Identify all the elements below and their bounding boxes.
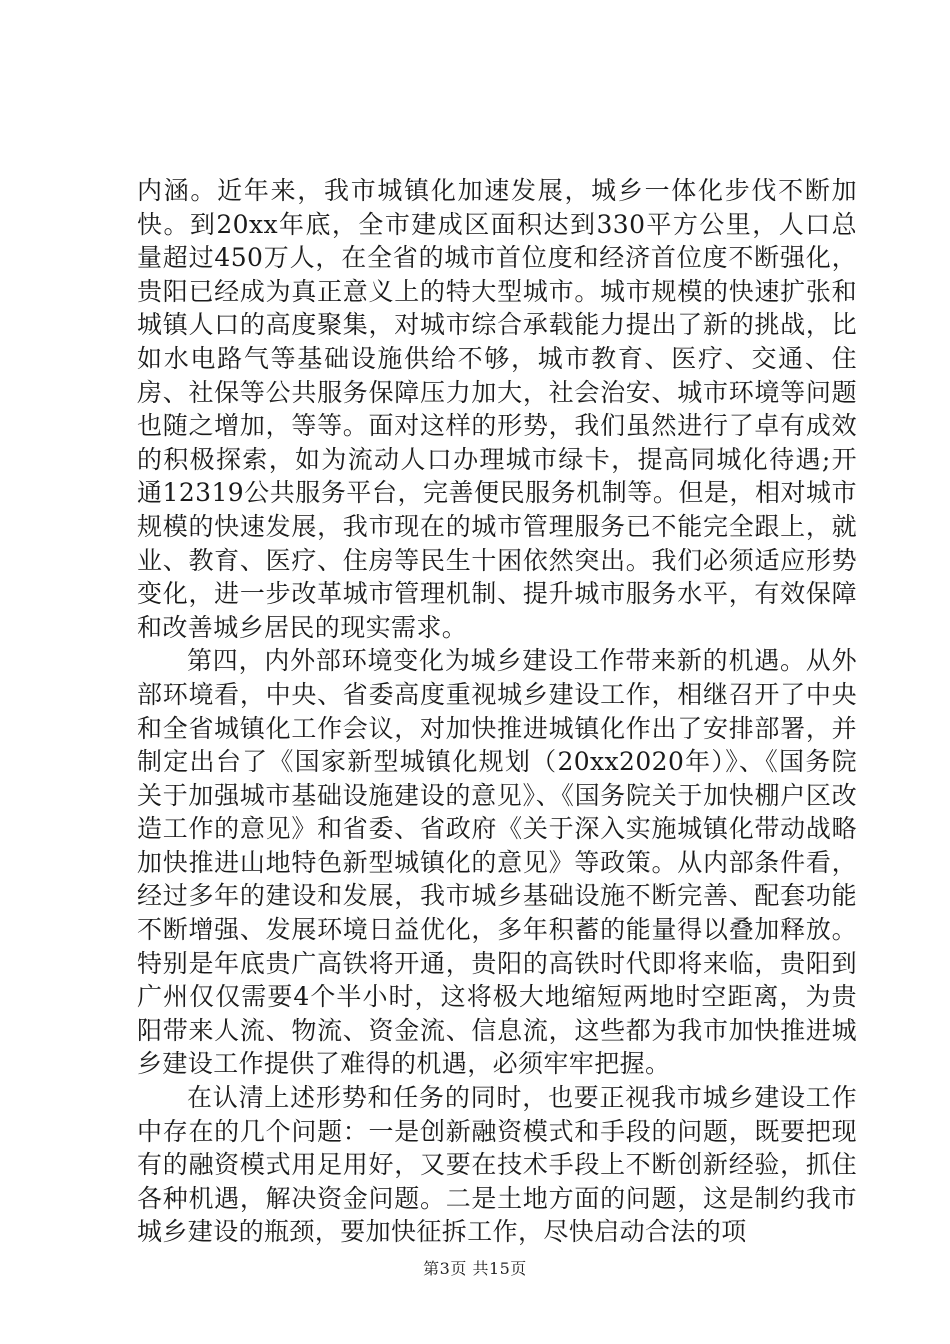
body-text xyxy=(137,174,857,1249)
paragraph-3: 在认清上述形势和任务的同时，也要正视我市城乡建设工作中存在的几个问题：一是创新融资模式和手段的问题，既要把现有的融资模式用足用好，又要在技术手段上不断创新经验，抓住各种机遇，解决资金问题。二是土地方面的问题，这是制约我市城乡建设的瓶颈，要加快征拆工作，尽快启动合法的项 xyxy=(137,1083,857,1247)
page-footer: 第3页 共15页 xyxy=(423,1259,527,1278)
paragraph-1: 内涵。近年来，我市城镇化加速发展，城乡一体化步伐不断加快。到20xx年底，全市建成区面积达到330平方公里，人口总量超过450万人，在全省的城市首位度和经济首位度不断强化，贵阳已经成为真正意义上的特大型城市。城市规模的快速扩张和城镇人口的高度聚集，对城市综合承载能力提出了新的挑战，比如水电路气等基础设施供给不够，城市教育、医疗、交通、住房、社保等公共服务保障压力加大，社会治安、城市环境等问题也随之增加，等等。面对这样的形势，我们虽然进行了卓有成效的积极探索，如为流动人口办理城市绿卡，提高同城化待遇;开通12319公共服务平台，完善便民服务机制等。但是，相对城市规模的快速发展，我市现在的城市管理服务已不能完全跟上，就业、教育、医疗、住房等民生十困依然突出。我们必须适应形势变化，进一步改革城市管理机制、提升城市服务水平，有效保障和改善城乡居民的现实需求。 xyxy=(137,176,857,642)
paragraph-2: 第四，内外部环境变化为城乡建设工作带来新的机遇。从外部环境看，中央、省委高度重视城乡建设工作，相继召开了中央和全省城镇化工作会议，对加快推进城镇化作出了安排部署，并制定出台了《国家新型城镇化规划（20xx2020年）》、《国务院关于加强城市基础设施建设的意见》、《国务院关于加快棚户区改造工作的意见》和省委、省政府《关于深入实施城镇化带动战略加快推进山地特色新型城镇化的意见》等政策。从内部条件看，经过多年的建设和发展，我市城乡基础设施不断完善、配套功能不断增强、发展环境日益优化，多年积蓄的能量得以叠加释放。特别是年底贵广高铁将开通，贵阳的高铁时代即将来临，贵阳到广州仅仅需要4个半小时，这将极大地缩短两地时空距离，为贵阳带来人流、物流、资金流、信息流，这些都为我市加快推进城乡建设工作提供了难得的机遇，必须牢牢把握。 xyxy=(137,646,857,1079)
